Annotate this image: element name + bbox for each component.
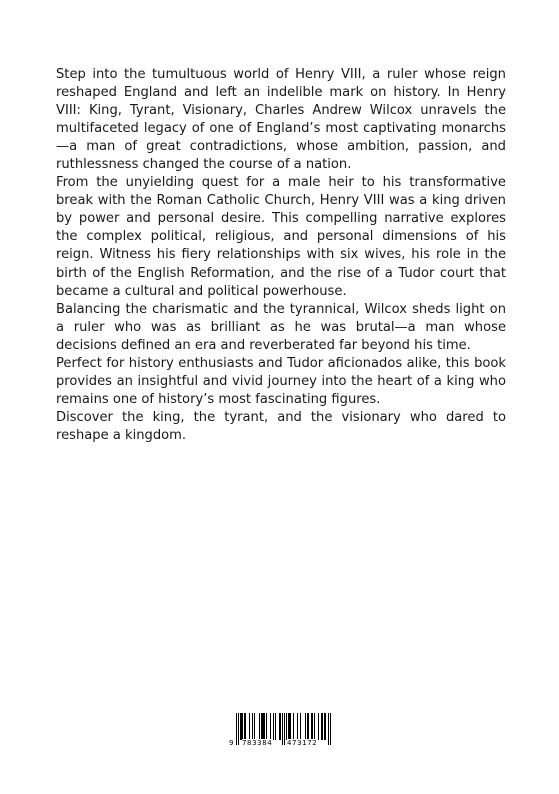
barcode-bar xyxy=(264,713,265,740)
barcode-bar xyxy=(282,713,283,745)
barcode-bar xyxy=(289,713,290,740)
blurb-paragraph-5: Discover the king, the tyrant, and the visionary who dared to reshape a kingdom. xyxy=(56,409,506,443)
barcode-bar xyxy=(300,713,301,740)
barcode-left-digits: 783384 xyxy=(242,739,273,747)
barcode-bar xyxy=(286,713,287,740)
barcode-bar xyxy=(280,713,281,740)
back-cover-blurb xyxy=(56,66,506,445)
barcode-bar xyxy=(308,713,309,740)
barcode-bar xyxy=(249,713,250,740)
barcode-bar xyxy=(284,713,285,745)
blurb-paragraph-3: Balancing the charismatic and the tyrannical, Wilcox sheds light on a ruler who was as brilliant as he was brutal—a man whose decisions defined an era and reverberated far beyond his time. xyxy=(56,301,506,353)
blurb-paragraph-1: Step into the tumultuous world of Henry VIII, a ruler whose reign reshaped England and left an indelible mark on history. In Henry VIII: King, Tyrant, Visionary, Charles Andrew Wilcox unravels the multifaceted legacy of one of England’s most captivating monarchs—a man of great contradictions, whose ambition, passion, and ruthlessness changed the course of a nation. xyxy=(56,67,506,173)
barcode-bar xyxy=(288,713,289,740)
barcode-bar xyxy=(325,713,326,740)
barcode-bar xyxy=(262,713,263,740)
barcode-bar xyxy=(261,713,262,740)
barcode-right-digits: 473172 xyxy=(287,739,318,747)
barcode-bar xyxy=(236,713,237,745)
barcode-bar xyxy=(266,713,267,740)
barcode-bar xyxy=(321,713,322,740)
barcode-bar xyxy=(254,713,255,740)
barcode-bar xyxy=(314,713,315,740)
blurb-paragraph-4: Perfect for history enthusiasts and Tudor aficionados alike, this book provides an insightful and vivid journey into the heart of a king who remains one of history’s most fascinating figures. xyxy=(56,355,506,407)
barcode-bar xyxy=(259,713,260,740)
barcode-bar xyxy=(244,713,245,740)
barcode-bar xyxy=(273,713,274,740)
barcode-bar xyxy=(312,713,313,740)
barcode-bar xyxy=(270,713,271,740)
barcode-bar xyxy=(241,713,242,740)
barcode-bar xyxy=(318,713,319,740)
barcode-bar xyxy=(263,713,264,740)
barcode-bar xyxy=(242,713,243,740)
blurb-paragraph-2: From the unyielding quest for a male heir to his transformative break with the Roman Catholic Church, Henry VIII was a king driven by power and personal desire. This compelling narrative explores the complex political, religious, and personal dimensions of his reign. Witness his fiery relationships with six wives, his role in the birth of the English Reformation, and the rise of a Tudor court that became a cultural and political powerhouse. xyxy=(56,175,506,299)
barcode-bar xyxy=(328,713,329,745)
barcode-bar xyxy=(307,713,308,740)
barcode-bar xyxy=(324,713,325,740)
barcode-bar xyxy=(322,713,323,740)
barcode-bar xyxy=(275,713,276,740)
barcode-bar xyxy=(240,713,241,740)
barcode-bar xyxy=(252,713,253,740)
barcode-bar xyxy=(311,713,312,740)
barcode-lead-digit: 9 xyxy=(229,739,235,747)
barcode-bar xyxy=(305,713,306,740)
barcode-bar xyxy=(297,713,298,740)
barcode-bar xyxy=(238,713,239,745)
barcode-bar xyxy=(293,713,294,740)
isbn-barcode xyxy=(229,713,333,751)
barcode-bar xyxy=(290,713,291,740)
barcode-bar xyxy=(330,713,331,745)
barcode-bar xyxy=(279,713,280,740)
barcode-bar xyxy=(245,713,246,740)
